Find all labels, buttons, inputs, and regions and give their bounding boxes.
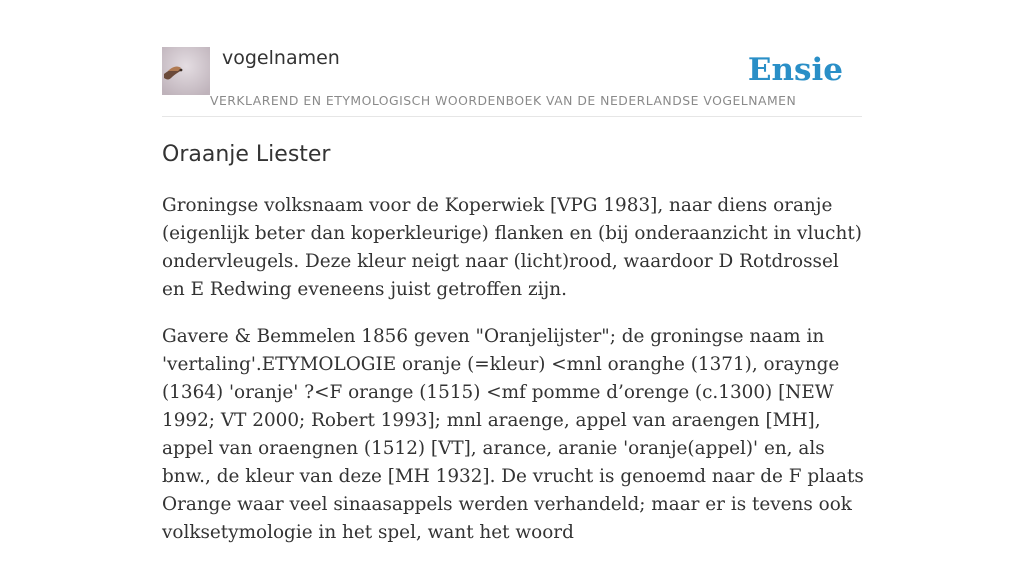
entry-paragraph: Groningse volksnaam voor de Koperwiek [VPG 1983], naar diens oranje (eigenlijk beter dan koperkleurige) flanken en (bij onderaanzicht in vlucht) ondervleugels. Deze kleur neigt naar (licht)rood, waardoor D Rotdrossel en E Redwing eveneens juist getroffen zijn. xyxy=(162,195,862,300)
dictionary-subtitle: VERKLAREND EN ETYMOLOGISCH WOORDENBOEK VAN DE NEDERLANDSE VOGELNAMEN xyxy=(210,93,797,108)
dictionary-header xyxy=(162,46,862,117)
entry-title: Oraanje Liester xyxy=(162,142,331,167)
ensie-logo[interactable]: Ensie xyxy=(747,52,843,88)
entry-paragraph: Gavere & Bemmelen 1856 geven "Oranjelijster"; de groningse naam in 'vertaling'.ETYMOLOGIE oranje (=kleur) <mnl oranghe (1371), oraynge (1364) 'oranje' ?<F orange (1515) <mf pomme d’orenge (c.1300) [NEW 1992; VT 2000; Robert 1993]; mnl araenge, appel van araengen [MH], appel van oraengnen (1512) [VT], arance, aranie 'oranje(appel)' en, als bnw., de kleur van deze [MH 1932]. De vrucht is genoemd naar de F plaats Orange waar veel sinaasappels werden verhandeld; maar er is tevens ook volksetymologie in het spel, want het woord xyxy=(162,326,864,543)
entry-content xyxy=(162,192,864,566)
dictionary-name[interactable]: vogelnamen xyxy=(222,47,340,69)
bird-photo-icon[interactable] xyxy=(162,47,210,95)
